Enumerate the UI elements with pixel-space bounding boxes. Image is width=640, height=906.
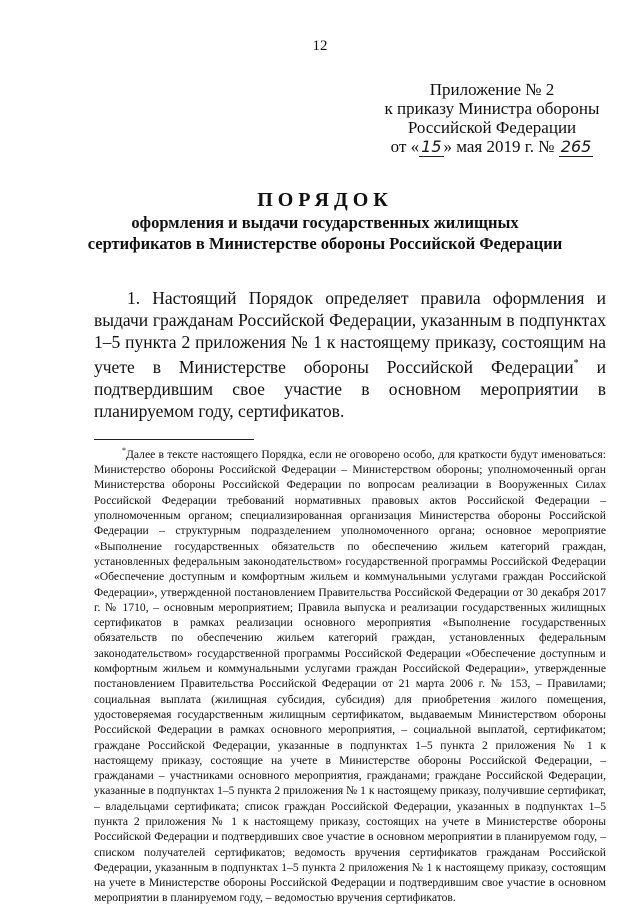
handwritten-order-number: 265 xyxy=(560,137,592,156)
footnote-separator xyxy=(94,439,254,440)
document-subtitle-line1: оформления и выдачи государственных жилищных xyxy=(131,213,519,232)
date-middle: » мая 2019 г. № xyxy=(443,137,555,156)
handwritten-day: 15 xyxy=(421,137,442,156)
appendix-date-line xyxy=(352,137,632,156)
appendix-country: Российской Федерации xyxy=(407,118,577,137)
date-prefix: от « xyxy=(390,137,420,156)
footnote-text: Далее в тексте настоящего Порядка, если не оговорено особо, для краткости будут именоваться: Министерство обороны Российской Федерации – Министерством обороны; уполномоченный орган Министерства обороны Российской Федерации по вопросам реализации в Вооруженных Силах Российской Федерации требований нормативных правовых актов Российской Федерации – уполномоченным органом; специализированная организация Министерства обороны Российской Федерации – структурным подразделением уполномоченного органа; основное мероприятие «Выполнение государственных обязательств по обеспечению жильем категорий граждан, установленных федеральным законодательством» государственной программы Российской Федерации «Обеспечение доступным и комфортным жильем и коммунальными услугами граждан Российской Федерации», утвержденной постановлением Правительства Российской Федерации от 30 декабря 2017 г. № 1710, – основным мероприятием; Правила выпуска и реализации государственных жилищных сертификатов в рамках реализации основного мероприятия «Выполнение государственных обязательств по обеспечению жильем категорий граждан, установленных федеральным законодательством» государственной программы Российской Федерации «Обеспечение доступным и комфортным жильем и коммунальными услугами граждан Российской Федерации», утвержденные постановлением Правительства Российской Федерации от 21 марта 2006 г. № 153, – Правилами; социальная выплата (жилищная субсидия, субсидия) для приобретения жилого помещения, удостоверяемая государственным жилищным сертификатом, выдаваемым Министерством обороны Российской Федерации в рамках основного мероприятия, – социальной выплатой, сертификатом; граждане Российской Федерации, указанные в подпунктах 1–5 пункта 2 приложения № 1 к настоящему приказу, состоящие на учете в Министерстве обороны Российской Федерации, – гражданами – участниками основного мероприятия, гражданами; граждане Российской Федерации, указанные в подпунктах 1–5 пункта 2 приложения № 1 к настоящему приказу, получившие сертификат, – владельцами сертификата; список граждан Российской Федерации, указанных в подпунктах 1–5 пункта 2 приложения № 1 к настоящему приказу, состоящих на учете в Министерстве обороны Российской Федерации и подтвердивших свое участие в основном мероприятии в планируемом году, – списком получателей сертификатов; ведомость вручения сертификатов гражданам Российской Федерации, указанным в подпунктах 1–5 пункта 2 приложения № 1 к настоящему приказу, состоящим на учете в Министерстве обороны Российской Федерации и подтвердившим свое участие в основном мероприятии в планируемом году, – ведомостью вручения сертификатов. xyxy=(94,447,606,905)
footnote-reference: * xyxy=(573,358,579,369)
paragraph-1-text-end: и подтвердившим свое участие в основном мероприятии в планируемом году, сертификатов. xyxy=(94,356,606,421)
appendix-header xyxy=(352,80,632,156)
appendix-order-ref: к приказу Министра обороны xyxy=(384,99,600,118)
footnote-marker: * xyxy=(122,446,126,455)
paragraph-1-text: 1. Настоящий Порядок определяет правила оформления и выдачи гражданам Российской Федерации, указанным в подпунктах 1–5 пункта 2 приложения № 1 к настоящему приказу, состоящим на учете в Министерстве обороны Российской Федерации xyxy=(94,288,606,377)
document-title-block xyxy=(60,188,590,254)
document-subtitle-line2: сертификатов в Министерстве обороны Российской Федерации xyxy=(87,234,563,253)
page-number: 12 xyxy=(312,38,328,54)
paragraph-1 xyxy=(94,287,606,422)
footnote xyxy=(94,443,606,906)
appendix-title: Приложение № 2 xyxy=(429,80,555,99)
document-title: ПОРЯДОК xyxy=(257,189,393,211)
